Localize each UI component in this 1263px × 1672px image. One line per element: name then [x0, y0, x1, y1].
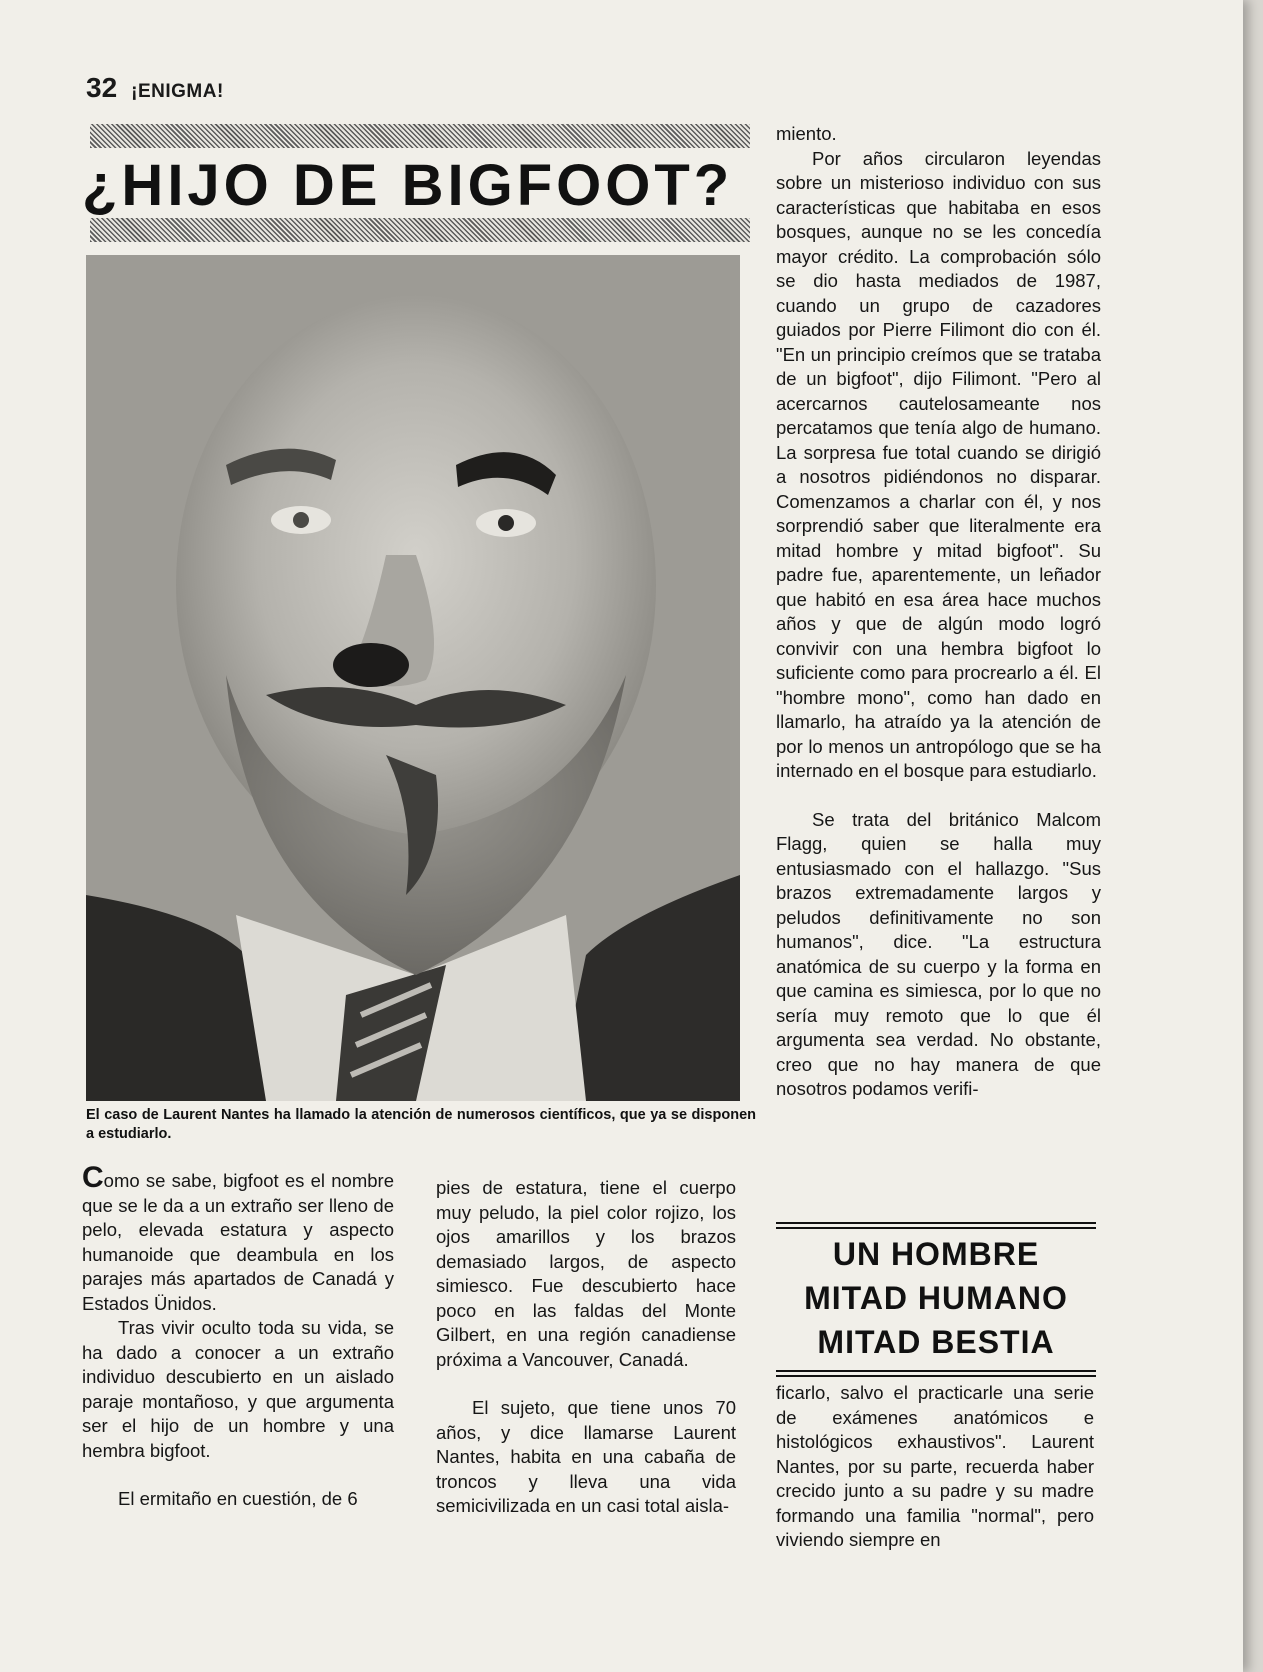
paragraph-1: ficarlo, salvo el practicarle una serie de exámenes anatómicos e histológicos exhaustivos". Laurent Nantes, por su parte, recuerda haber crecido junto a su padre y su madre formando una familia "normal", pero viviendo siempre en — [776, 1382, 1094, 1550]
subheading-line-1: UN HOMBRE — [832, 1236, 1040, 1272]
paragraph-2: Por años circularon leyendas sobre un misterioso individuo con sus características que habitaba en esos bosques, aunque no se les concedía mayor crédito. La comprobación sólo se dio hasta mediados de 1987, cuando un grupo de cazadores guiados por Pierre Filimont dio con él. "En un principio creímos que se trataba de un bigfoot", dijo Filimont. "Pero al acercarnos cautelosameante nos percatamos que tenía algo de humano. La sorpresa fue total cuando se dirigió a nosotros pidiéndonos no disparar. Comenzamos a charlar con él, y nos sorprendió saber que literalmente era mitad hombre y mitad bigfoot". Su padre fue, aparentemente, un leñador que habitó en esa área hace muchos años y que de algún modo logró convivir con una hembra bigfoot lo suficiente como para procrearlo a él. El "hombre mono", como han dado en llamarlo, ha atraído ya la atención de por lo menos un antropólogo que se ha internado en el bosque para estudiarlo. — [776, 147, 1101, 781]
paragraph-1-text: omo se sabe, bigfoot es el nombre que se le da a un extraño ser lleno de pelo, elevada estatura y aspecto humanoide que deambula en los parajes más apartados de Canadá y Estados Ünidos. — [82, 1170, 394, 1314]
article-column-3-continued — [776, 1381, 1094, 1553]
subhead-rule-bottom — [776, 1370, 1096, 1377]
page-header — [86, 72, 224, 104]
portrait-illustration — [86, 255, 740, 1101]
page-number: 32 — [86, 72, 118, 103]
paragraph-2: Tras vivir oculto toda su vida, se ha dado a conocer a un extraño individuo descubierto en un aislado paraje montañoso, y que argumenta ser el hijo de un hombre y una hembra bigfoot. — [82, 1317, 394, 1461]
article-column-1 — [82, 1161, 394, 1512]
subhead-rule-top — [776, 1222, 1096, 1229]
paragraph-3: Se trata del británico Malcom Flagg, quien se halla muy entusiasmado con el hallazgo. "Sus brazos extremadamente largos y peludos definitivamente no son humanos", dice. "La estructura anatómica de su cuerpo y la forma en que camina es simiesca, por lo que no sería muy remoto que lo que él argumenta sea verdad. No obstante, creo que no hay manera de que nosotros podamos verifi- — [776, 808, 1101, 1099]
article-column-3 — [776, 122, 1101, 1102]
paragraph-2: El sujeto, que tiene unos 70 años, y dice llamarse Laurent Nantes, habita en una cabaña de troncos y lleva una vida semicivilizada en un casi total aisla- — [436, 1397, 736, 1516]
photo-caption: El caso de Laurent Nantes ha llamado la atención de numerosos científicos, que ya se disponen a estudiarlo. — [86, 1107, 756, 1142]
portrait-photo — [86, 255, 740, 1101]
subheading — [776, 1232, 1096, 1364]
paragraph-1 — [82, 1161, 394, 1316]
headline-hatch-top — [90, 124, 750, 148]
paragraph-1: pies de estatura, tiene el cuerpo muy peludo, la piel color rojizo, los ojos amarillos y los brazos demasiado largos, de aspecto simiesco. Fue descubierto hace poco en las faldas del Monte Gilbert, en una región canadiense próxima a Vancouver, Canadá. — [436, 1177, 736, 1370]
subheading-line-2: MITAD HUMANO — [804, 1280, 1068, 1316]
headline: ¿HIJO DE BIGFOOT? — [82, 153, 734, 218]
paragraph-1: miento. — [776, 123, 837, 144]
headline-hatch-bottom — [90, 218, 750, 242]
magazine-name: ¡ENIGMA! — [131, 81, 224, 102]
article-column-2 — [436, 1176, 736, 1519]
paragraph-3: El ermitaño en cuestión, de 6 — [118, 1488, 358, 1509]
drop-cap: C — [82, 1161, 104, 1194]
subheading-line-3: MITAD BESTIA — [817, 1324, 1055, 1360]
